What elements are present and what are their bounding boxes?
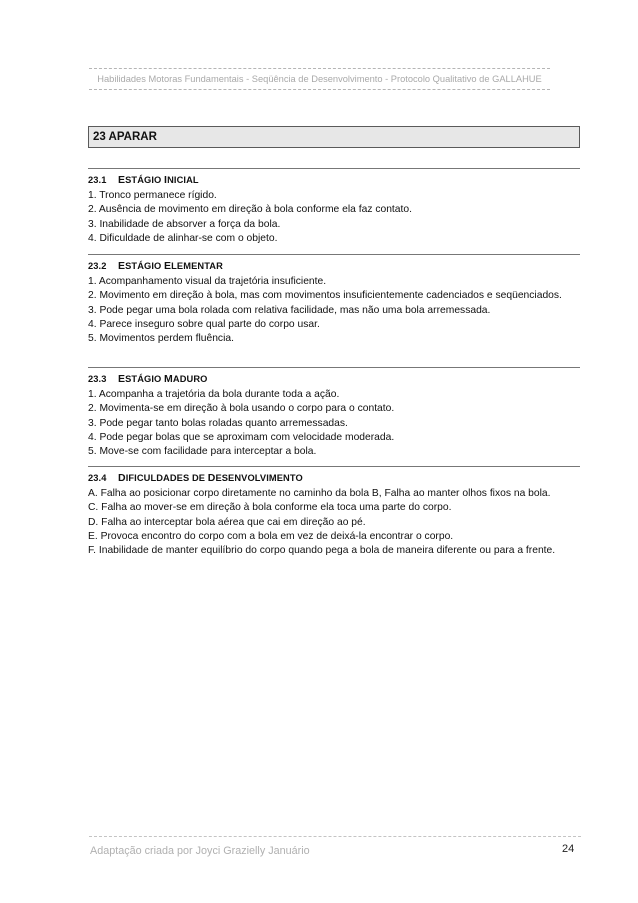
section-initial-stage (88, 168, 580, 246)
list-item: 1. Tronco permanece rígido. (88, 190, 217, 201)
section-heading (88, 472, 580, 484)
section-mature-stage (88, 367, 580, 459)
list-item: 3. Inabilidade de absorver a força da bola. (88, 218, 281, 230)
chapter-title-box (88, 126, 580, 148)
section-elementary-stage (88, 254, 580, 346)
heading-initial-letter: E (118, 260, 126, 272)
heading-initial-letter: D (118, 472, 126, 484)
section-developmental-difficulties (88, 466, 580, 558)
list-item: 5. Movimentos perdem fluência. (88, 333, 234, 345)
section-number: 23.3 (88, 374, 107, 384)
heading-text: ESENVOLVIMENTO (215, 473, 303, 483)
heading-text: NICIAL (167, 175, 199, 185)
section-number: 23.4 (88, 473, 107, 483)
footer-credit: Adaptação criada por Joyci Grazielly Januário (90, 845, 310, 857)
heading-text: IFICULDADES DE (125, 473, 208, 483)
running-header (89, 68, 550, 90)
list-item: 4. Parece inseguro sobre qual parte do corpo usar. (88, 318, 320, 330)
list-item: 3. Pode pegar uma bola rolada com relativa facilidade, mas não uma bola arremessada. (88, 304, 491, 316)
heading-text: LEMENTAR (171, 261, 223, 271)
section-heading (88, 174, 580, 186)
list-item: 4. Dificuldade de alinhar-se com o objeto. (88, 232, 278, 244)
section-heading (88, 373, 580, 385)
running-header-text: Habilidades Motoras Fundamentais - Seqüência de Desenvolvimento - Protocolo Qualitativo de GALLAHUE (97, 74, 542, 84)
section-number: 23.2 (88, 261, 107, 271)
list-item: 4. Pode pegar bolas que se aproximam com velocidade moderada. (88, 431, 395, 443)
chapter-title: 23 APARAR (93, 131, 157, 143)
list-item: 2. Movimento em direção à bola, mas com movimentos insuficientemente cadenciados e seqüenciados. (88, 290, 562, 302)
footer-divider (89, 836, 581, 837)
list-item: E. Provoca encontro do corpo com a bola em vez de deixá-la encontrar o corpo. (88, 530, 454, 542)
section-number: 23.1 (88, 175, 107, 185)
list-item: 3. Pode pegar tanto bolas roladas quanto arremessadas. (88, 417, 348, 429)
list-item: 1. Acompanhamento visual da trajetória insuficiente. (88, 276, 327, 287)
heading-initial-letter: E (118, 174, 126, 186)
list-item: 2. Ausência de movimento em direção à bola conforme ela faz contato. (88, 204, 412, 216)
list-item: F. Inabilidade de manter equilíbrio do corpo quando pega a bola de maneira diferente ou para a frente. (88, 545, 556, 557)
list-item: C. Falha ao mover-se em direção à bola conforme ela toca uma parte do corpo. (88, 502, 452, 514)
heading-initial-letter: D (207, 472, 216, 484)
heading-text: ADURO (172, 374, 208, 384)
heading-text: STÁGIO (125, 175, 165, 185)
section-divider (88, 168, 580, 169)
list-item: A. Falha ao posicionar corpo diretamente no caminho da bola B, Falha ao manter olhos fixos na bola. (88, 488, 551, 499)
heading-text: STÁGIO (125, 261, 165, 271)
heading-initial-letter: E (118, 373, 126, 385)
section-divider (88, 367, 580, 368)
section-heading (88, 260, 580, 272)
list-item: 1. Acompanha a trajetória da bola durante toda a ação. (88, 389, 340, 400)
section-divider (88, 254, 580, 255)
list-item: 2. Movimenta-se em direção à bola usando o corpo para o contato. (88, 403, 395, 415)
page-number: 24 (562, 843, 575, 855)
list-item: D. Falha ao interceptar bola aérea que cai em direção ao pé. (88, 516, 366, 528)
list-item: 5. Move-se com facilidade para interceptar a bola. (88, 446, 317, 458)
heading-initial-letter: I (164, 174, 168, 186)
section-divider (88, 466, 580, 467)
heading-text: STÁGIO (125, 374, 165, 384)
heading-initial-letter: E (164, 260, 172, 272)
heading-initial-letter: M (164, 373, 173, 385)
